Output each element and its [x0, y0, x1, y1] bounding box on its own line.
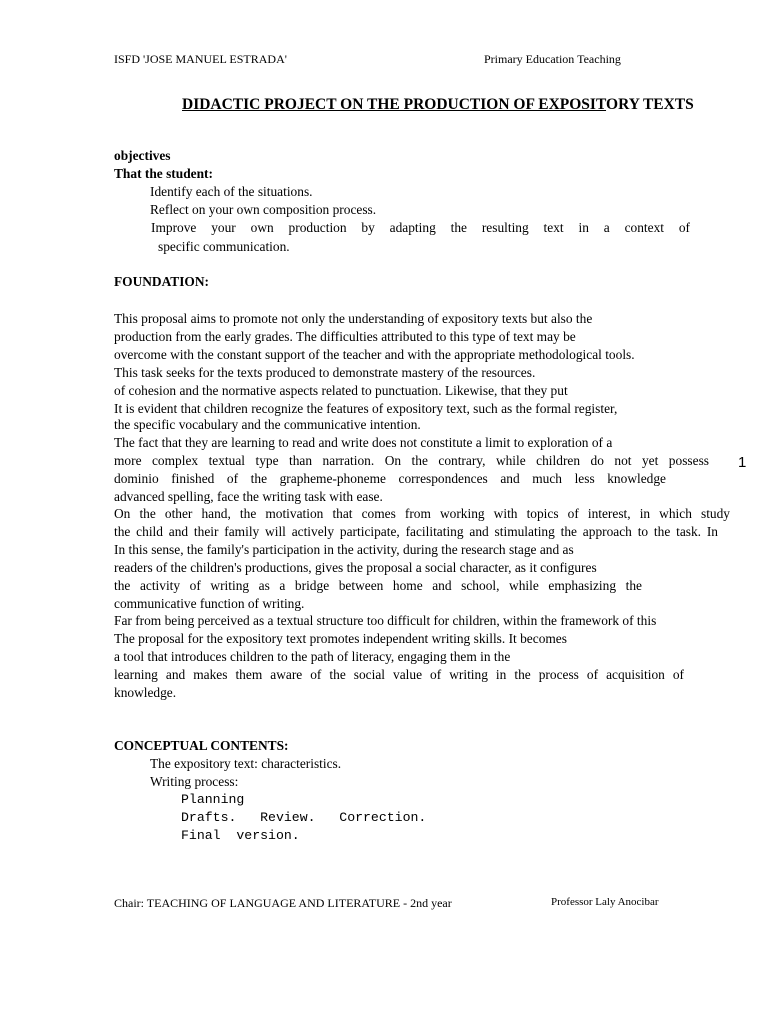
foundation-line: The fact that they are learning to read and write does not constitute a limit to exploration of a — [114, 435, 613, 450]
foundation-line: communicative function of writing. — [114, 596, 305, 611]
foundation-line: Far from being perceived as a textual structure too difficult for children, within the framework of this — [114, 613, 657, 628]
foundation-line: The proposal for the expository text promotes independent writing skills. It becomes — [114, 631, 567, 646]
conceptual-item-text: Writing process: — [150, 774, 239, 789]
foundation-line: of cohesion and the normative aspects related to punctuation. Likewise, that they put — [114, 383, 568, 398]
objective-item-text: Improve your own production by adapting the resulting text in a context of — [151, 220, 690, 235]
page-number: 1 — [738, 454, 747, 471]
objective-item — [138, 219, 150, 237]
footer-professor: Professor Laly Anocibar — [551, 896, 659, 908]
objective-item — [138, 201, 376, 219]
title-rest-part: ORY TEXTS — [606, 96, 694, 113]
header-program: Primary Education Teaching — [484, 52, 621, 66]
objectives-heading: objectives — [114, 148, 171, 163]
foundation-line: This task seeks for the texts produced to demonstrate mastery of the resources. — [114, 365, 536, 380]
title-underlined-part: DIDACTIC PROJECT ON THE PRODUCTION OF EXPOSIT — [182, 96, 607, 113]
foundation-line: This proposal aims to promote not only the understanding of expository texts but also the — [114, 311, 593, 326]
foundation-line: advanced spelling, face the writing task with ease. — [114, 489, 383, 504]
foundation-line: knowledge. — [114, 685, 177, 700]
foundation-line: the child and their family will actively participate, facilitating and stimulating the approach to the task. In — [114, 524, 718, 539]
foundation-line: production from the early grades. The difficulties attributed to this type of text may be — [114, 329, 576, 344]
objective-item-text: Reflect on your own composition process. — [150, 202, 377, 217]
foundation-line: the specific vocabulary and the communicative intention. — [114, 417, 421, 432]
conceptual-item-text: The expository text: characteristics. — [150, 756, 342, 771]
foundation-line: learning and makes them aware of the social value of writing in the process of acquisition of — [114, 667, 684, 682]
document-title — [182, 96, 694, 114]
foundation-line: the activity of writing as a bridge between home and school, while emphasizing the — [114, 578, 642, 593]
objective-item — [138, 183, 313, 201]
foundation-line: more complex textual type than narration. On the contrary, while children do not yet possess — [114, 453, 709, 468]
objective-item-continuation: specific communication. — [158, 239, 290, 254]
foundation-line: On the other hand, the motivation that comes from working with topics of interest, in which study — [114, 506, 730, 521]
writing-step-final: Final version. — [181, 828, 300, 843]
foundation-line: dominio finished of the grapheme-phoneme correspondences and much less knowledge — [114, 471, 666, 486]
writing-step-planning: Planning — [181, 792, 245, 807]
header-institution: ISFD 'JOSE MANUEL ESTRADA' — [114, 52, 287, 66]
conceptual-heading: CONCEPTUAL CONTENTS: — [114, 738, 289, 753]
objectives-subheading: That the student: — [114, 166, 213, 181]
conceptual-item — [138, 755, 341, 773]
foundation-line: It is evident that children recognize the features of expository text, such as the formal register, — [114, 401, 618, 416]
objective-item-text: Identify each of the situations. — [150, 184, 313, 199]
conceptual-item — [138, 773, 238, 791]
foundation-heading: FOUNDATION: — [114, 274, 209, 289]
foundation-line: a tool that introduces children to the path of literacy, engaging them in the — [114, 649, 511, 664]
writing-step-drafts: Drafts. Review. Correction. — [181, 810, 427, 825]
foundation-line: In this sense, the family's participation in the activity, during the research stage and as — [114, 542, 574, 557]
foundation-line: readers of the children's productions, gives the proposal a social character, as it configures — [114, 560, 597, 575]
foundation-line: overcome with the constant support of the teacher and with the appropriate methodological tools. — [114, 347, 635, 362]
footer-chair: Chair: TEACHING OF LANGUAGE AND LITERATURE - 2nd year — [114, 896, 452, 910]
